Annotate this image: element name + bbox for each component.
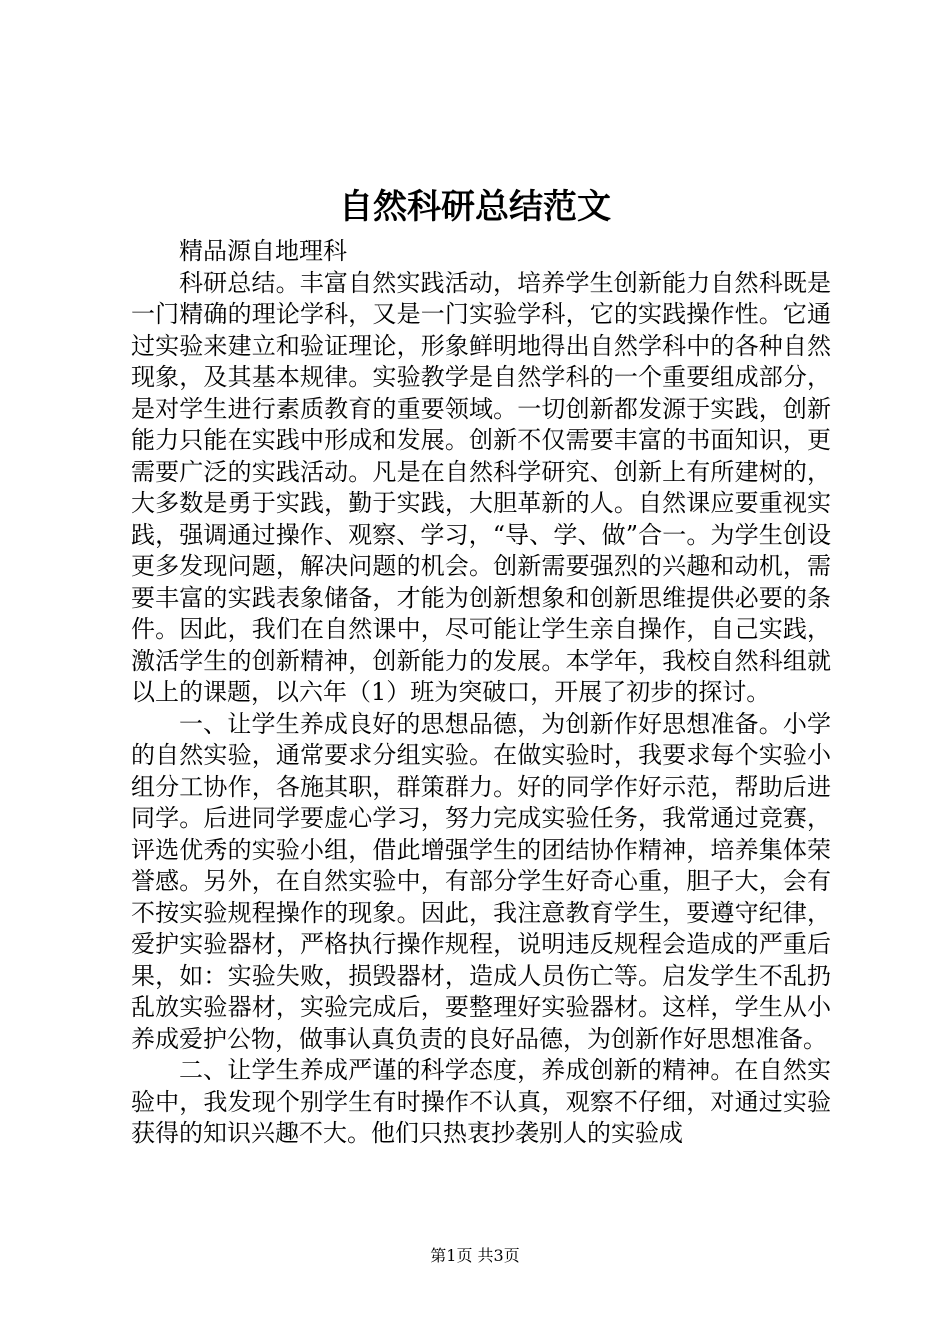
paragraph-intro: 科研总结。丰富自然实践活动，培养学生创新能力自然科既是一门精确的理论学科，又是一门实验学科，它的实践操作性。它通过实验来建立和验证理论，形象鲜明地得出自然学科中的各种自然现象，及其基本规律。实验教学是自然学科的一个重要组成部分，是对学生进行素质教育的重要领域。一切创新都发源于实践，创新能力只能在实践中形成和发展。创新不仅需要丰富的书面知识，更需要广泛的实践活动。凡是在自然科学研究、创新上有所建树的，大多数是勇于实践，勤于实践，大胆革新的人。自然课应要重视实践，强调通过操作、观察、学习，“导、学、做”合一。为学生创设更多发现问题，解决问题的机会。创新需要强烈的兴趣和动机，需要丰富的实践表象储备，才能为创新想象和创新思维提供必要的条件。因此，我们在自然课中，尽可能让学生亲自操作，自己实践，激活学生的创新精神，创新能力的发展。本学年，我校自然科组就以上的课题，以六年（1）班为突破口，开展了初步的探讨。 [131, 268, 831, 706]
paragraph-source: 精品源自地理科 [179, 237, 347, 265]
document-body [131, 236, 831, 1150]
paragraph-section-one: 一、让学生养成良好的思想品德，为创新作好思想准备。小学的自然实验，通常要求分组实验。在做实验时，我要求每个实验小组分工协作，各施其职，群策群力。好的同学作好示范，帮助后进同学。后进同学要虚心学习，努力完成实验任务，我常通过竞赛，评选优秀的实验小组，借此增强学生的团结协作精神，培养集体荣誉感。另外，在自然实验中，有部分学生好奇心重，胆子大，会有不按实验规程操作的现象。因此，我注意教育学生，要遵守纪律，爱护实验器材，严格执行操作规程，说明违反规程会造成的严重后果，如：实验失败，损毁器材，造成人员伤亡等。启发学生不乱扔乱放实验器材，实验完成后，要整理好实验器材。这样，学生从小养成爱护公物，做事认真负责的良好品德，为创新作好思想准备。 [131, 709, 831, 1053]
paragraph-section-two: 二、让学生养成严谨的科学态度，养成创新的精神。在自然实验中，我发现个别学生有时操作不认真，观察不仔细，对通过实验获得的知识兴趣不大。他们只热衷抄袭别人的实验成 [131, 1056, 831, 1147]
document-title: 自然科研总结范文 [339, 187, 611, 227]
page-footer: 第1页 共3页 [430, 1246, 520, 1265]
